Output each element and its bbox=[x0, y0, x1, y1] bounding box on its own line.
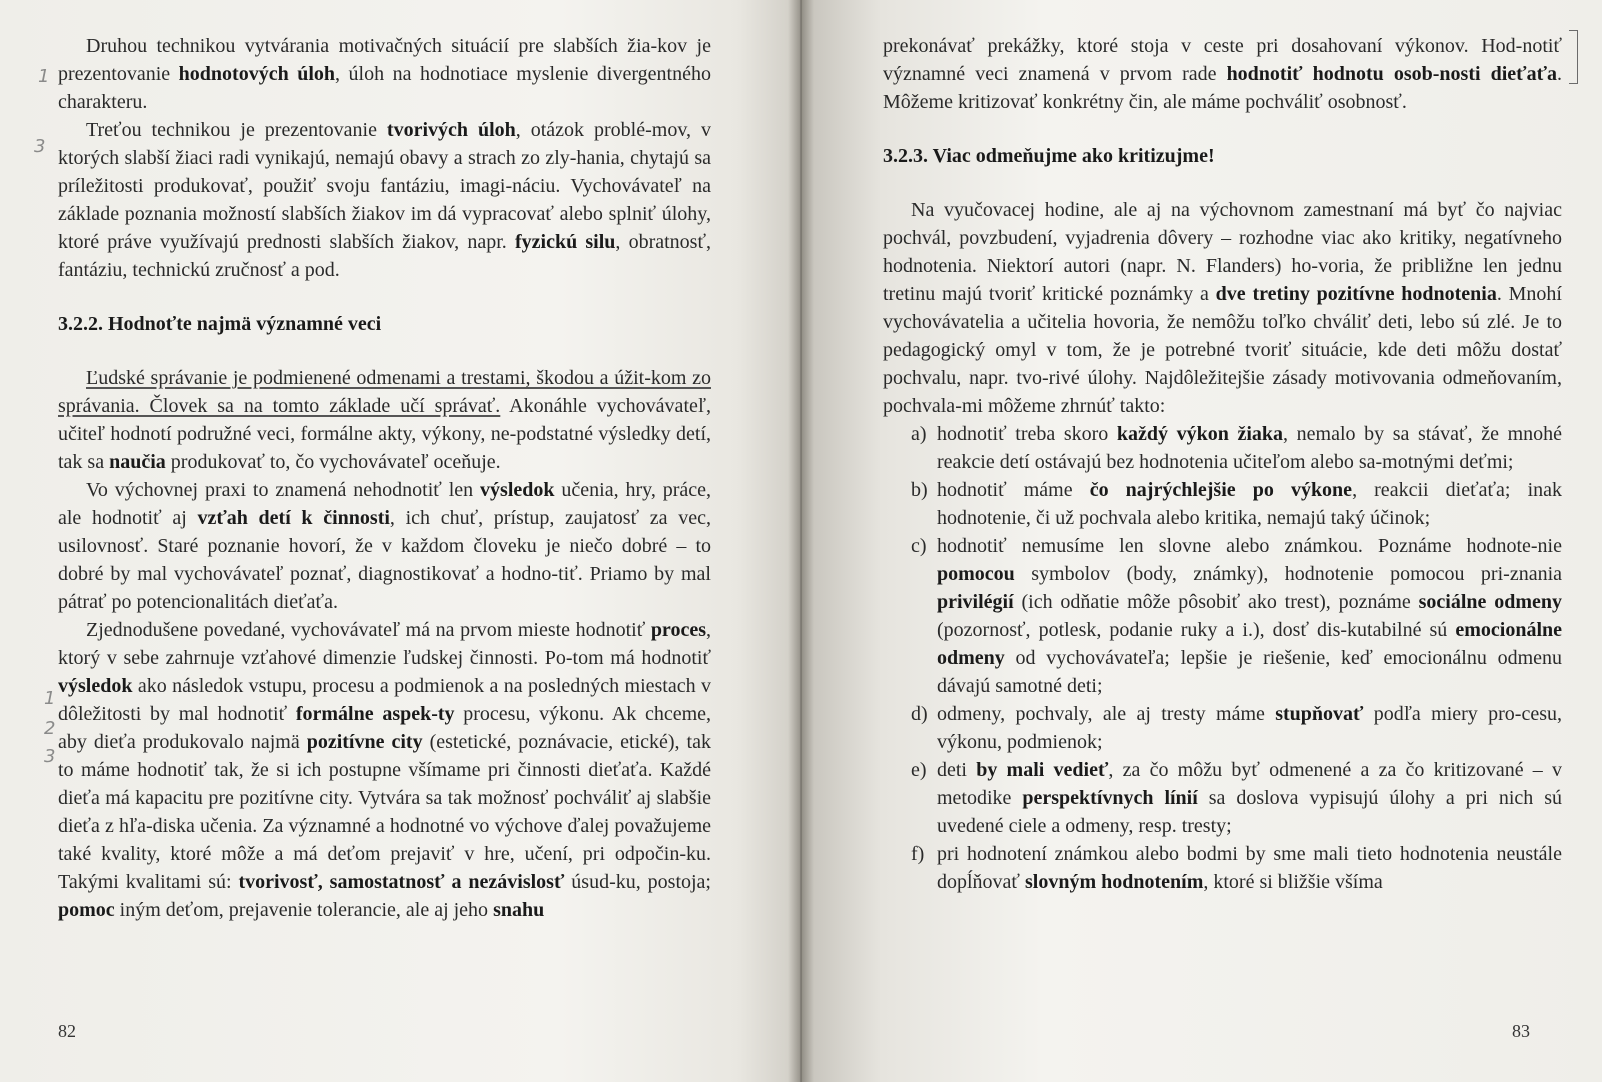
list-item: c) hodnotiť nemusíme len slovne alebo známkou. Poznáme hodnote-nie pomocou symbolov (body, známky), hodnotenie pomocou pri-znania privilégií (ich odňatie môže pôsobiť ako trest), poznáme sociálne odmeny (pozornosť, potlesk, podanie ruky a i.), dosť dis-kutabilné sú emocionálne odmeny od vychovávateľa; lepšie je riešenie, keď emocionálnu odmenu dávajú samotné deti; bbox=[911, 535, 1562, 697]
paragraph: Druhou technikou vytvárania motivačných situácií pre slabších žia-kov je prezentovanie hodnotových úloh, úloh na hodnotiace myslenie divergentného charakteru. bbox=[58, 35, 711, 113]
pencil-margin-mark: 2 bbox=[44, 718, 56, 739]
paragraph: prekonávať prekážky, ktoré stoja v ceste pri dosahovaní výkonov. Hod-notiť významné veci znamená v prvom rade hodnotiť hodnotu osob-nosti dieťaťa. Môžeme kritizovať konkrétny čin, ale máme pochváliť osobnosť. bbox=[883, 35, 1562, 113]
section-heading: 3.2.3. Viac odmeňujme ako kritizujme! bbox=[883, 145, 1215, 167]
pencil-margin-mark: 1 bbox=[38, 66, 50, 87]
section-heading: 3.2.2. Hodnoťte najmä významné veci bbox=[58, 313, 382, 335]
pencil-margin-mark: 1 bbox=[44, 688, 56, 709]
principles-list bbox=[883, 420, 1562, 896]
page-number: 82 bbox=[58, 1021, 76, 1041]
pencil-bracket bbox=[1569, 30, 1578, 84]
underlined-text: Ľudské správanie je podmienené odmenami a trestami, škodou a úžit-kom zo správania. Človek sa na tomto základe učí správať. bbox=[58, 367, 711, 417]
paragraph: Treťou technikou je prezentovanie tvorivých úloh, otázok problé-mov, v ktorých slabší žiaci radi vynikajú, nemajú obavy a strach zo zly-hania, chytajú sa príležitosti produkovať, použiť svoju fantáziu, imagi-náciu. Vychovávateľ na základe poznania možností slabších žiakov im dá vypracovať alebo splniť úlohy, ktoré práve využívajú prednosti slabších žiakov, napr. fyzickú silu, obratnosť, fantáziu, technickú zručnosť a pod. bbox=[58, 119, 711, 281]
pencil-margin-mark: 3 bbox=[34, 136, 46, 157]
paragraph: Vo výchovnej praxi to znamená nehodnotiť len výsledok učenia, hry, práce, ale hodnotiť aj vzťah detí k činnosti, ich chuť, prístup, zaujatosť za vec, usilovnosť. Staré poznanie hovorí, že v každom človeku je niečo dobré – to dobré by mal vychovávateľ poznať, diagnostikovať a hodno-tiť. Priamo by mal pátrať po potencionalitách dieťaťa. bbox=[58, 479, 712, 613]
paragraph: Ľudské správanie je podmienené odmenami a trestami, škodou a úžit-kom zo správania. Človek sa na tomto základe učí správať. Akonáhle vychovávateľ, učiteľ hodnotí podružné veci, formálne akty, výkony, ne-podstatné výsledky detí, tak sa naučia produkovať to, čo vychovávateľ oceňuje. bbox=[58, 367, 711, 473]
paragraph: Na vyučovacej hodine, ale aj na výchovnom zamestnaní má byť čo najviac pochvál, povzbudení, vyjadrenia dôvery – rozhodne viac ako kritiky, negatívneho hodnotenia. Niektorí autori (napr. N. Flanders) ho-voria, že približne len jednu tretinu majú tvoriť kritické poznámky a dve tretiny pozitívne hodnotenia. Mnohí vychovávatelia a učitelia hovoria, že nemôžu toľko chváliť deti, lebo sú zlé. Je to pedagogický omyl v tom, že je potrebné tvoriť situácie, kde deti môžu dostať pochvalu, napr. tvo-rivé úlohy. Najdôležitejšie zásady motivovania odmeňovaním, pochvala-mi môžeme zhrnúť takto: bbox=[883, 199, 1562, 417]
right-page bbox=[801, 0, 1602, 1082]
list-item: d) odmeny, pochvaly, ale aj tresty máme stupňovať podľa miery pro-cesu, výkonu, podmienok; bbox=[911, 703, 1562, 753]
list-item: b) hodnotiť máme čo najrýchlejšie po výkone, reakcii dieťaťa; inak hodnotenie, či už pochvala alebo kritika, nemajú taký účinok; bbox=[911, 479, 1562, 529]
list-item: f) pri hodnotení známkou alebo bodmi by sme mali tieto hodnotenia neustále dopĺňovať slovným hodnotením, ktoré si bližšie všíma bbox=[911, 843, 1562, 893]
list-item: a) hodnotiť treba skoro každý výkon žiaka, nemalo by sa stávať, že mnohé reakcie detí ostávajú bez hodnotenia učiteľom alebo sa-motnými deťmi; bbox=[911, 423, 1562, 473]
pencil-margin-mark: 3 bbox=[44, 746, 56, 767]
paragraph: Zjednodušene povedané, vychovávateľ má na prvom mieste hodnotiť proces, ktorý v sebe zahrnuje vzťahové dimenzie ľudskej činnosti. Po-tom má hodnotiť výsledok ako následok vstupu, procesu a podmienok a na posledných miestach v dôležitosti by mal hodnotiť formálne aspek-ty procesu, výkonu. Ak chceme, aby dieťa produkovalo najmä pozitívne city (estetické, poznávacie, etické), tak to máme hodnotiť tak, že si ich postupne všímame pri činnosti dieťaťa. Každé dieťa má kapacitu pre pozitívne city. Vytvára sa tak možnosť pochváliť aj slabšie dieťa z hľa-diska učenia. Za významné a hodnotné vo výchove ďalej považujeme také kvality, ktoré môže a má deťom prejaviť v hre, učení, pri odpočin-ku. Takými kvalitami sú: tvorivosť, samostatnosť a nezávislosť úsud-ku, postoja; pomoc iným deťom, prejavenie tolerancie, ale aj jeho snahu bbox=[58, 619, 712, 921]
list-item: e) deti by mali vedieť, za čo môžu byť odmenené a za čo kritizované – v metodike perspektívnych línií sa doslova vypisujú úlohy a pri nich sú uvedené ciele a odmeny, resp. tresty; bbox=[911, 759, 1563, 837]
page-number: 83 bbox=[1512, 1021, 1530, 1041]
